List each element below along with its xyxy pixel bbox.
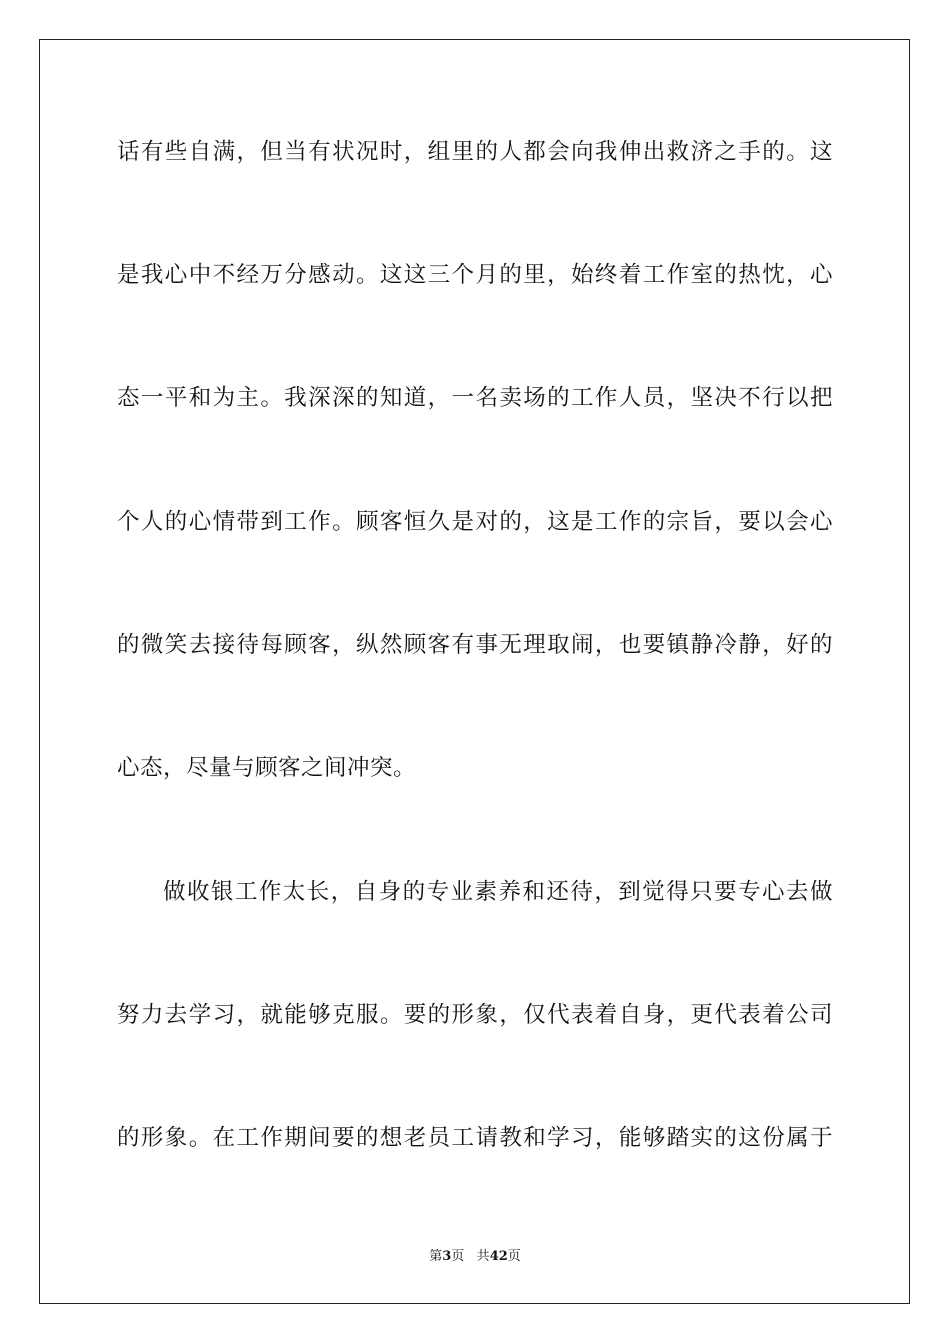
footer-total-suffix: 页	[507, 1249, 521, 1264]
body-text-line-9: 的形象。在工作期间要的想老员工请教和学习，能够踏实的这份属于	[117, 1125, 833, 1151]
footer-total-pages: 42	[489, 1249, 508, 1264]
body-text-line-6: 心态，尽量与顾客之间冲突。	[117, 755, 417, 781]
page-border	[39, 39, 910, 1304]
footer-page-suffix: 页	[451, 1249, 465, 1264]
body-text-line-7-paragraph-start: 做收银工作太长，自身的专业素养和还待，到觉得只要专心去做	[163, 879, 833, 905]
body-text-line-8: 努力去学习，就能够克服。要的形象，仅代表着自身，更代表着公司	[117, 1002, 833, 1028]
body-text-line-2: 是我心中不经万分感动。这这三个月的里，始终着工作室的热忱，心	[117, 262, 833, 288]
body-text-line-3: 态一平和为主。我深深的知道，一名卖场的工作人员，坚决不行以把	[117, 385, 833, 411]
page-footer	[0, 1248, 950, 1266]
footer-page-prefix: 第	[429, 1249, 443, 1264]
body-text-line-1: 话有些自满，但当有状况时，组里的人都会向我伸出救济之手的。这	[117, 139, 833, 165]
footer-total-prefix: 共	[476, 1249, 490, 1264]
body-text-line-4: 个人的心情带到工作。顾客恒久是对的，这是工作的宗旨，要以会心	[117, 509, 833, 535]
body-text-line-5: 的微笑去接待每顾客，纵然顾客有事无理取闹，也要镇静冷静，好的	[117, 632, 833, 658]
footer-page-number: 3	[442, 1249, 452, 1264]
